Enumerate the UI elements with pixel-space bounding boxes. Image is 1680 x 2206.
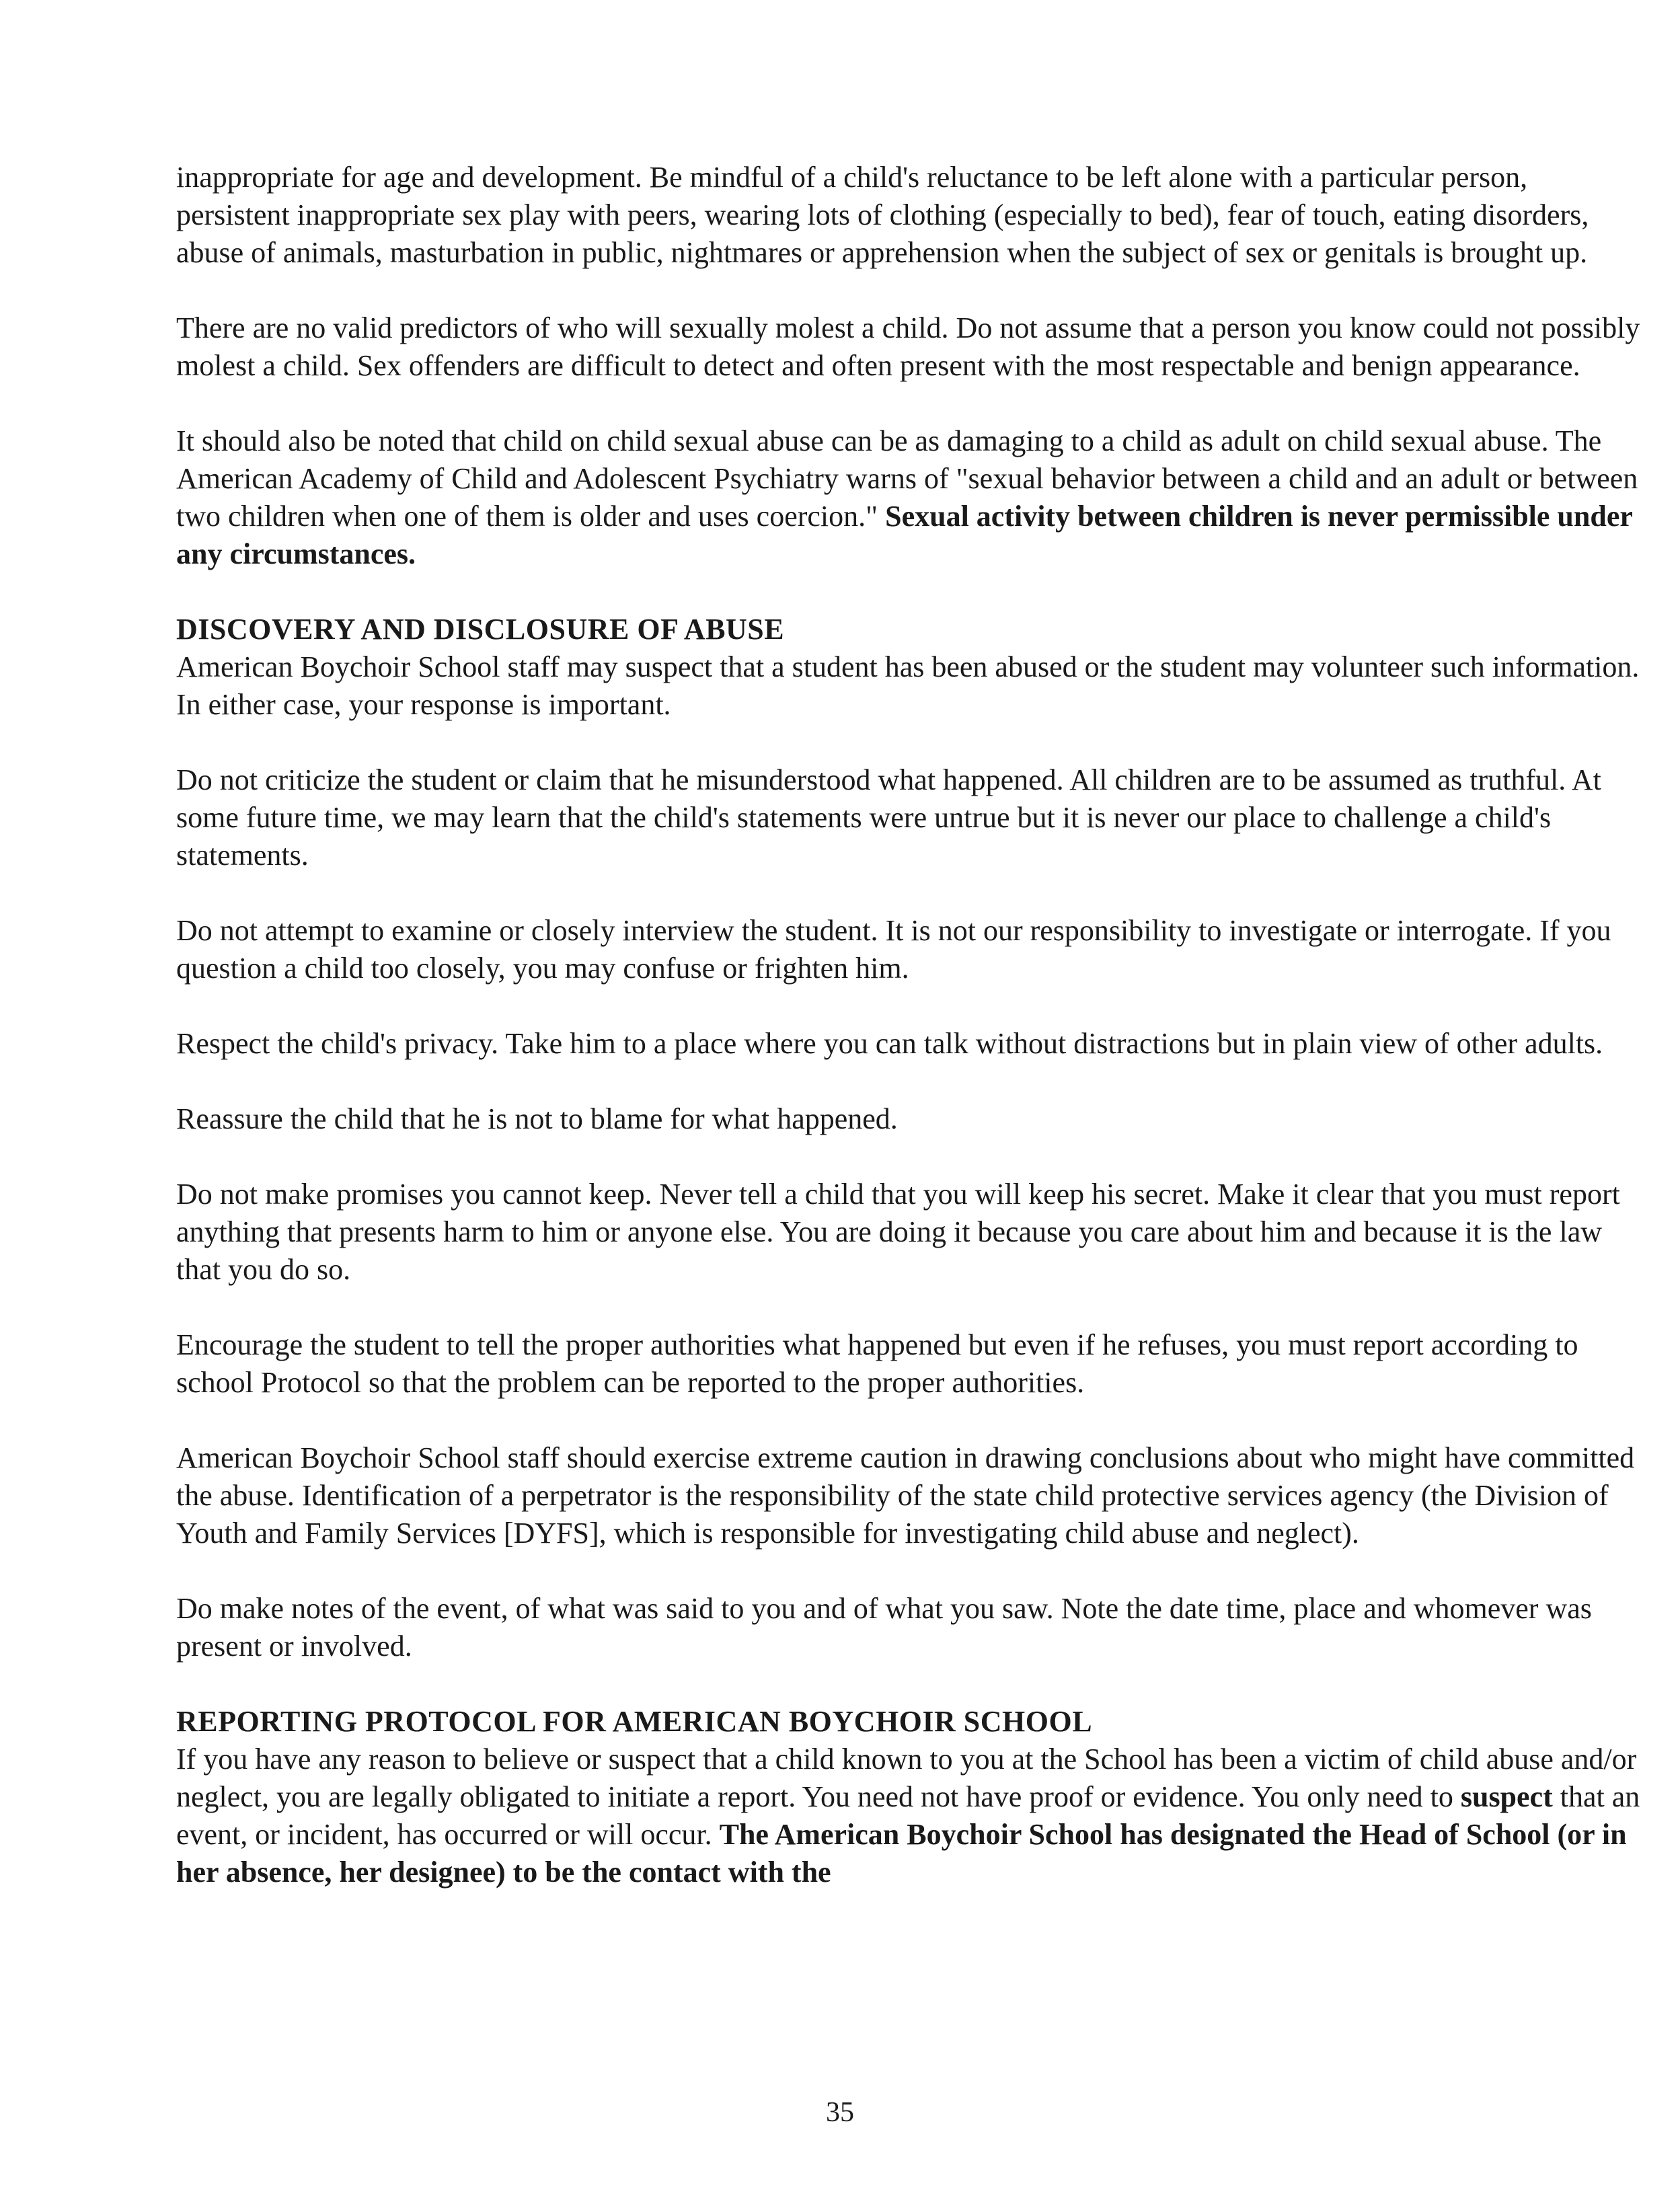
paragraph-child-on-child-bold: Sexual activity between children is never permissible under any circumstances. [176, 500, 1633, 570]
paragraph-respect-privacy: Respect the child's privacy. Take him to a place where you can talk without distractions but in plain view of other adults. [176, 1027, 1603, 1060]
reporting-text-designation: The American Boychoir School has designated the Head of School (or in her absence, her designee) to be the contact with the [176, 1818, 1627, 1889]
paragraph-no-promises: Do not make promises you cannot keep. Never tell a child that you will keep his secret. Make it clear that you must report anything that presents harm to him or anyone else. You are doing it because you care about him and because it is the law that you do so. [176, 1178, 1620, 1286]
paragraph-caution: American Boychoir School staff should exercise extreme caution in drawing conclusions about who might have committed the abuse. Identification of a perpetrator is the responsibility of the state child protective services agency (the Division of Youth and Family Services [DYFS], which is responsible for investigating child abuse and neglect). [176, 1441, 1635, 1550]
paragraph-warning-signs: inappropriate for age and development. Be mindful of a child's reluctance to be left alone with a particular person, persistent inappropriate sex play with peers, wearing lots of clothing (especially to bed), fear of touch, eating disorders, abuse of animals, masturbation in public, nightmares or apprehension when the subject of sex or genitals is brought up. [176, 161, 1589, 269]
document-page [176, 159, 1642, 1891]
paragraph-reporting-protocol [176, 1741, 1642, 1891]
paragraph-staff-suspect: American Boychoir School staff may suspect that a student has been abused or the student may volunteer such information. In either case, your response is important. [176, 650, 1640, 721]
section-heading-reporting: REPORTING PROTOCOL FOR AMERICAN BOYCHOIR SCHOOL [176, 1705, 1093, 1738]
paragraph-do-not-criticize: Do not criticize the student or claim that he misunderstood what happened. All children are to be assumed as truthful. At some future time, we may learn that the child's statements were untrue but it is never our place to challenge a child's statements. [176, 763, 1601, 872]
paragraph-child-on-child-text: It should also be noted that child on child sexual abuse can be as damaging to a child as adult on child sexual abuse. The American Academy of Child and Adolescent Psychiatry warns of "sexual behavior between a child and an adult or between two children when one of them is older and uses coercion." [176, 424, 1638, 533]
reporting-text-suspect: suspect [1460, 1780, 1553, 1813]
section-heading-discovery: DISCOVERY AND DISCLOSURE OF ABUSE [176, 613, 785, 646]
paragraph-make-notes: Do make notes of the event, of what was said to you and of what you saw. Note the date time, place and whomever was present or involved. [176, 1592, 1592, 1663]
page-number: 35 [826, 2097, 854, 2128]
paragraph-encourage: Encourage the student to tell the proper authorities what happened but even if he refuses, you must report according to school Protocol so that the problem can be reported to the proper authorities. [176, 1328, 1578, 1399]
paragraph-child-on-child [176, 422, 1642, 573]
paragraph-no-predictors: There are no valid predictors of who will sexually molest a child. Do not assume that a person you know could not possibly molest a child. Sex offenders are difficult to detect and often present with the most respectable and benign appearance. [176, 311, 1640, 382]
paragraph-reassure: Reassure the child that he is not to blame for what happened. [176, 1102, 898, 1135]
paragraph-do-not-examine: Do not attempt to examine or closely interview the student. It is not our responsibility to investigate or interrogate. If you question a child too closely, you may confuse or frighten him. [176, 914, 1611, 985]
reporting-text-c: that an event, or incident, has occurred or will occur. [176, 1780, 1640, 1851]
reporting-text-a: If you have any reason to believe or suspect that a child known to you at the School has been a victim of child abuse and/or neglect, you are legally obligated to initiate a report. You need not have proof or evidence. You only need to [176, 1743, 1637, 1813]
